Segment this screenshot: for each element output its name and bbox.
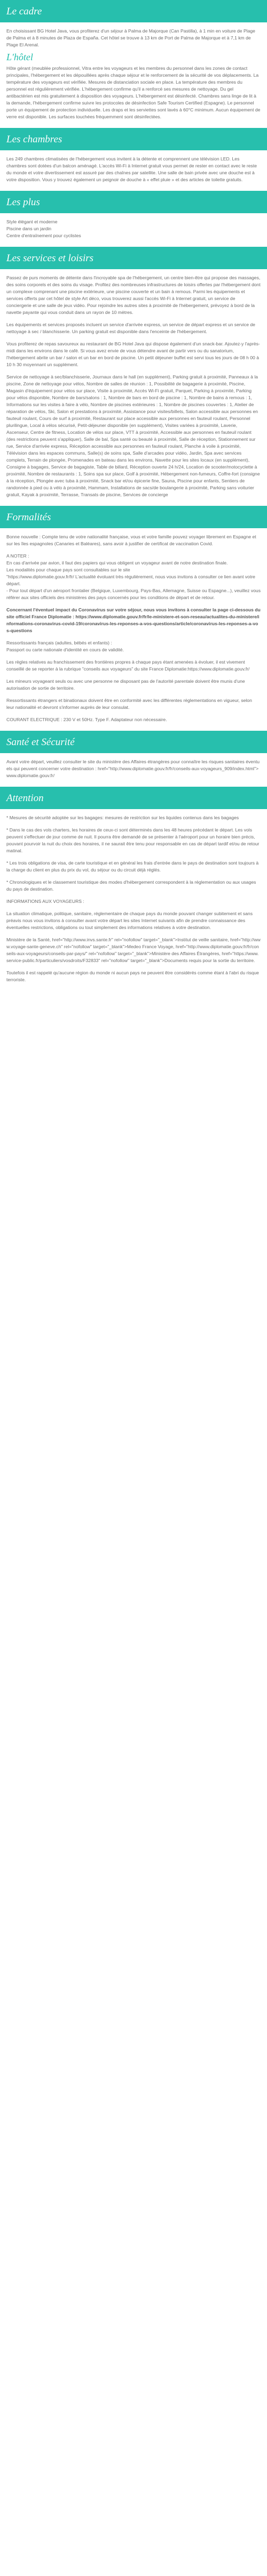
section-body-attention [0,809,267,991]
attention-classement: * Chronologiques et le classement touristique des modes d'hébergement correspondent à la réglementation ou aux usages du pays de destination. [6,879,256,892]
services-paragraph-restaurant: Vous profiterez de repas savoureux au restaurant de BG Hotel Java qui dispose également d'un snack-bar. Ajoutez-y l'après-midi dans les environs dans le café. Si vous avez envie de vous détendre avant de partir vers ou du sanatorium, l'hébergement abrite un bar / salon et un bar en bord de piscine. Un petit déjeuner buffet est servi tous les jours de 08 h 00 à 10 h 30 moyennant un supplément. [6,341,260,367]
section-header-plus [0,191,267,213]
section-body-formalites [0,528,267,731]
services-paragraph-equipements: Les équipements et services proposés incluent un service d'arrivée express, un service de départ express et un service de nettoyage à sec / blanchisserie. Un parking gratuit est disponible dans l'enceinte de l'hébergement. [6,322,255,334]
plus-item: Piscine dans un jardin [6,226,52,231]
section-title-attention: Attention [6,792,44,804]
section-header-cadre [0,0,267,22]
sante-text: Avant votre départ, veuillez consulter le site du ministère des Affaires étrangères pour connaître les risques sanitaires éventuels qui peuvent concerner votre destination : href="http://www.diplomatie.gouv.fr/fr/conseils-aux-voyageurs_909/index.html">www.diplomatie.gouv.fr/ [6,759,260,778]
attention-visa: * Les trois obligations de visa, de carte touristique et en général les frais d'entrée dans le pays de destination sont toujours à la charge du client en plus du prix du vol, du séjour ou du circuit déjà réglés. [6,860,259,873]
section-body-plus [0,213,267,247]
plus-item: Style élégant et moderne [6,219,58,224]
section-body-services [0,269,267,506]
formalites-note: A NOTER : En cas d'arrivée par avion, il faut des papiers qui vous obligent un voyageur avant de notre destination finale. Les modalités pour chaque pays sont consultables sur le site "https://www.diplomatie.gouv.fr/fr/ L'actualité évoluant très régulièrement, nous vous invitons à consulter ce lien avant votre départ. - Pour tout départ d'un aéroport frontalier (Belgique, Luxembourg, Pays-Bas, Allemagne, Suisse ou Espagne...), veuillez vous référer aux sites officiels des ministères des pays concernés pour les conditions de départ et de retour. [6,553,261,600]
services-paragraph-liste: Service de nettoyage à sec/blanchisserie, Journaux dans le hall (en supplément), Parking gratuit à proximité, Panneaux à la piscine, Zone de nettoyage pour vélos, Nombre de salles de réunion : 1, Possibilité de bagagerie à proximité, Piscine, Magasin d'équipement pour vélos sur place, Visite à proximité, Accès Wi-Fi gratuit, Parquet, Parking à proximité, Parking pour vélos disponible, Nombre de bars/salons : 1, Nombre de bars en bord de piscine : 1, Nombre de bains à remous : 1, Informations sur les visites à faire à vélo, Nombre de piscines extérieures : 1, Nombre de piscines couvertes : 1, Atelier de réparation de vélos, Ski, Salon et prestations à proximité, Assistance pour visites/billets, Salon accessible aux personnes en fauteuil roulant, Cours de surf à proximité, Restaurant sur place accessible aux personnes en fauteuil roulant, Personnel plurilingue, Local à vélos sécurisé, Petit-déjeuner disponible (en supplément), Visites variées à proximité, Laverie, Ascenseur, Centre de fitness, Location de vélos sur place, VTT à proximité, Accessible aux personnes en fauteuil roulant (des restrictions peuvent s'appliquer), Salle de bal, Spa santé ou beauté à proximité, Salle de réception, Stationnement sur rue, Service d'arrivée express, Réception accessible aux personnes en fauteuil roulant, Planche à voile à proximité, Télévision dans les espaces communs, Salle(s) de soins spa, Salle d'arcades pour vidéo, Jardin, Spa avec services complets, Terrain de plongée, Promenades en bateau dans les environs, Navette pour les sites locaux (en supplément), Consigne à bagages, Service de bagagiste, Table de billard, Réception ouverte 24 h/24, Location de scooter/motocyclette à proximité, Nombre de restaurants : 1, Soins spa sur place, Golf à proximité, Hébergement non-fumeurs, Coffre-fort (consigne à la réception, Plongée avec tuba à proximité, Snack bar et/ou épicerie fine, Sauna, Piscine pour enfants, Sentiers de randonnée à pied ou à vélo à proximité, Hammam, Installations de sacs/de boulangerie à proximité, Parking sans voiturier gratuit, Kayak à proximité, Terrasse, Transats de piscine, Services de concierge [6,374,260,497]
section-header-chambres [0,128,267,150]
chambres-text: Les 249 chambres climatisées de l'hébergement vous invitent à la détente et comprennent une télévision LED. Les chambres sont dotées d'un balcon aménagé. L'accès Wi-Fi à Internet gratuit vous permet de rester en contact avec le reste du monde et votre divertissement est assuré par des chaînes par satellite. Une salle de bain privée avec une douche est à votre disposition. Vous y trouvez également un peignoir de douche à « effet pluie » et des articles de toilette gratuits. [6,156,257,182]
section-title-chambres: Les chambres [6,133,62,145]
formalites-courant: COURANT ELECTRIQUE : 230 V et 50Hz. Type F. Adaptateur non nécessaire. [6,717,167,722]
cadre-hotel-text: Hôte gérant (meublée professionnel, Vitra entre les voyageurs et les membres du personnel dans les zones de contact principales, l'hébergement et les dépouillées après chaque séjour et le renforcement de la sécurité de vos déplacements. La température des voyageurs est vérifiée. Mesures de distanciation sociale en place. La température des membres du personnel est régulièrement vérifiée. L'hébergement confirme qu'il a renforcé ses mesures de nettoyage. Du gel antibactérien est mis gratuitement à disposition des voyageurs. L'hébergement est désinfecté. Chambres sans linge de lit à la demande, l'hébergement confirme suivre les protocoles de désinfection Safe Tourism Certified (Espagne). Le personnel porte un équipement de protection individuelle. Les draps et les serviettes sont lavés à 60°C minimum. Aucun équipement de verre est disponible. Les surfaces touchées fréquemment sont désinfectées. [6,66,261,119]
plus-item: Centre d'entraînement pour cyclistes [6,233,81,238]
attention-terrorisme: Toutefois il est rappelé qu'aucune région du monde ni aucun pays ne peuvent être considérés comme étant à l'abri du risque terroriste. [6,970,259,982]
cadre-intro: En choisissant BG Hotel Java, vous profiterez d'un séjour à Palma de Majorque (Can Pastilla), à 1 min en voiture de Plage de Palma et à 8 minutes de Plaza de España. Cet hôtel se trouve à 13 km de Port de Palma de Majorque et à 7,1 km de Plage El Arenal. [6,28,255,47]
formalites-mineurs: Les mineurs voyageant seuls ou avec une personne ne disposant pas de l'autorité parentale doivent être munis d'une autorisation de sortie de territoire. [6,679,245,691]
formalites-etrangers: Ressortissants étrangers et binationaux doivent être en conformité avec les différentes réglementations en vigueur, selon leur nationalité et devront s'informer auprès de leur consulat. [6,698,252,710]
section-body-chambres [0,150,267,191]
section-title-services: Les services et loisirs [6,252,94,264]
formalites-regles: Les règles relatives au franchissement des frontières propres à chaque pays étant amenées à évoluer, il est vivement conseillé de se reporter à la rubrique "conseils aux voyageurs" du site France Diplomatie:https://www.diplomatie.gouv.fr/ [6,659,250,672]
attention-info-title: INFORMATIONS AUX VOYAGEURS : [6,899,84,904]
section-title-cadre: Le cadre [6,5,42,17]
formalites-coronavirus: Concernant l'éventuel impact du Coronavirus sur votre séjour, nous vous invitons à consulter la page ci-dessous du site officiel France Diplomatie : https://www.diplomatie.gouv.fr/fr/le-ministere-et-son-reseau/actualites-du-ministere/informations-coronavirus-covid-19/coronavirus-les-reponses-a-vos-questions/article/coronavirus-les-reponses-a-vos-questions [6,607,261,633]
section-header-services [0,247,267,269]
attention-bagages: * Mesures de sécurité adoptée sur les bagages: mesures de restriction sur les liquides contenus dans les bagages [6,815,239,820]
subsection-title-hotel: L'hôtel [6,52,33,62]
attention-situation: La situation climatique, politique, sanitaire, réglementaire de chaque pays du monde pouvant changer subitement et sans préavis nous vous invitons à consulter avant votre départ les sites Internet suivants afin de prendre connaissance des éventuelles restrictions, obligations ou tout simplement des informations relatives à votre destination. [6,911,253,930]
formalites-intro: Bonne nouvelle : Compte tenu de votre nationalité française, vous et votre famille pouvez voyager librement en Espagne et sur les îles espagnoles (Canaries et Baléares), sans avoir à justifier de certificat de vaccination Covid. [6,534,256,546]
formalites-ressortissants: Ressortissants français (adultes, bébés et enfants) : Passport ou carte nationale d'identité en cours de validité. [6,640,124,652]
section-title-sante: Santé et Sécurité [6,736,75,748]
attention-charters: * Dans le cas des vols charters, les horaires de ceux-ci sont déterminés dans les 48 heures précédant le départ. Les vols peuvent s'effectuer de jour comme de nuit. Il pourra être demandé de se présenter à l'aéroport pour un horaire bien précis, pouvant pourvoir la nuit du choix des horaires, il ne saurait être tenu pour responsable en cas de départ tardif et/ou de retour matinal. [6,827,260,853]
section-body-sante [0,753,267,787]
section-header-sante [0,731,267,753]
section-header-attention [0,787,267,809]
hotel-info-page [0,0,267,991]
attention-links: Ministère de la Santé, href="http://www.invs.sante.fr" rel="nofollow" target="_blank">Institut de veille sanitaire, href="http://www.voyage-sante-geneve.ch" rel="nofollow" target="_blank">Medeo France Voyage, href="http://www.diplomatie.gouv.fr/fr/conseils-aux-voyageurs/conseils-par-pays/" rel="nofollow" target="_blank">Ministère des Affaires Étrangères, href="https://www.service-public.fr/particuliers/vosdroits/F32833" rel="nofollow" target="_blank">Documents requis pour la sortie du territoire. [6,937,261,963]
section-title-formalites: Formalités [6,511,51,523]
section-body-cadre [0,22,267,128]
services-paragraph-spa: Passez de purs moments de détente dans l'incroyable spa de l'hébergement, un centre bien-être qui propose des massages, des soins corporels et des soins du visage. Profitez des nombreuses infrastructures de loisirs offertes par l'hébergement dont un complexe comprenant une piscine extérieure, une piscine couverte et un bain à remous. Parmi les équipements et services offerts par cet hôtel de style Art déco, vous trouverez aussi l'accès Wi-Fi à Internet gratuit, un service de conciergerie et une salle de jeux vidéo. Pour rejoindre les autres sites à proximité de l'hébergement, prévoyez à bord de la navette payante qui vous conduit dans un rayon de 10 mètres. [6,275,261,315]
section-title-plus: Les plus [6,196,40,208]
section-header-formalites [0,506,267,528]
